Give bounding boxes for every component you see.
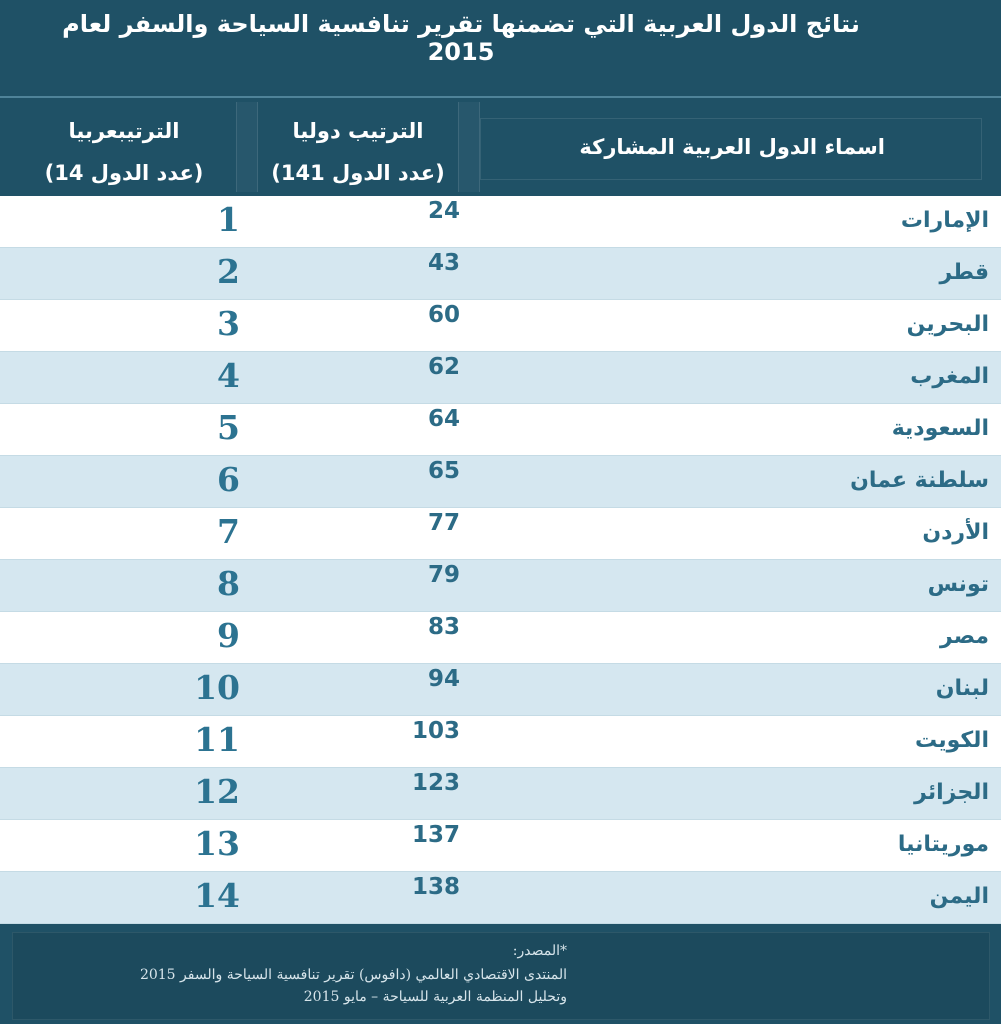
international-rank: 103 [411, 718, 460, 744]
international-rank: 138 [411, 874, 460, 900]
arab-rank: 3 [217, 304, 240, 343]
table-row [0, 352, 1001, 404]
arab-rank: 14 [194, 876, 240, 915]
international-rank: 62 [427, 354, 460, 380]
header-country-names [480, 118, 982, 180]
header-international-rank [258, 110, 458, 194]
international-rank: 77 [427, 510, 460, 536]
country-name: الأردن [922, 520, 989, 545]
source-box [12, 932, 990, 1020]
table-row [0, 716, 1001, 768]
arab-rank: 5 [217, 408, 240, 447]
header-international-rank-count: (عدد الدول 141) [271, 161, 445, 185]
country-name: سلطنة عمان [850, 468, 989, 493]
country-name: لبنان [935, 676, 989, 701]
arab-rank: 13 [194, 824, 240, 863]
table-row [0, 820, 1001, 872]
international-rank: 137 [411, 822, 460, 848]
arab-rank: 9 [217, 616, 240, 655]
table-row [0, 508, 1001, 560]
table-row [0, 456, 1001, 508]
arab-rank: 6 [217, 460, 240, 499]
title-bar [0, 0, 1001, 98]
arab-rank: 7 [217, 512, 240, 551]
arab-rank: 12 [194, 772, 240, 811]
footer [0, 924, 1001, 1024]
international-rank: 94 [427, 666, 460, 692]
arab-rank: 10 [194, 668, 240, 707]
arab-rank: 2 [217, 252, 240, 291]
country-name: الإمارات [900, 208, 989, 233]
source-line-2: وتحليل المنظمة العربية للسياحة – مايو 2015 [303, 989, 567, 1005]
table-row [0, 612, 1001, 664]
header-arab-rank [14, 110, 234, 194]
table-row [0, 872, 1001, 924]
country-name: السعودية [891, 416, 989, 441]
country-name: قطر [939, 260, 989, 285]
international-rank: 60 [427, 302, 460, 328]
source-label: *المصدر: [512, 943, 567, 959]
table-row [0, 404, 1001, 456]
country-name: مصر [940, 624, 989, 649]
column-divider [458, 102, 480, 192]
table-row [0, 664, 1001, 716]
international-rank: 24 [427, 198, 460, 224]
country-name: الكويت [915, 728, 989, 753]
header-arab-rank-count: (عدد الدول 14) [44, 161, 204, 185]
international-rank: 123 [411, 770, 460, 796]
country-name: تونس [927, 572, 989, 597]
table-row [0, 768, 1001, 820]
table-body [0, 196, 1001, 924]
international-rank: 43 [427, 250, 460, 276]
source-line-1: المنتدى الاقتصادي العالمي (دافوس) تقرير تنافسية السياحة والسفر 2015 [139, 967, 567, 983]
table-header [0, 98, 1001, 196]
table-row [0, 196, 1001, 248]
country-name: موريتانيا [897, 832, 989, 857]
international-rank: 83 [427, 614, 460, 640]
international-rank: 65 [427, 458, 460, 484]
arab-rank: 4 [217, 356, 240, 395]
international-rank: 79 [427, 562, 460, 588]
table-row [0, 560, 1001, 612]
header-arab-rank-label: الترتيبعربيا [68, 119, 180, 143]
country-name: المغرب [910, 364, 989, 389]
table-row [0, 300, 1001, 352]
arab-rank: 1 [217, 200, 240, 239]
column-divider [236, 102, 258, 192]
header-country-names-label: اسماء الدول العربية المشاركة [579, 135, 885, 159]
country-name: اليمن [929, 884, 989, 909]
arab-rank: 8 [217, 564, 240, 603]
country-name: البحرين [906, 312, 989, 337]
international-rank: 64 [427, 406, 460, 432]
page-title: نتائج الدول العربية التي تضمنها تقرير تنافسية السياحة والسفر لعام 2015 [62, 10, 860, 66]
header-international-rank-label: الترتيب دوليا [292, 119, 424, 143]
arab-rank: 11 [194, 720, 240, 759]
country-name: الجزائر [914, 780, 989, 805]
table-row [0, 248, 1001, 300]
